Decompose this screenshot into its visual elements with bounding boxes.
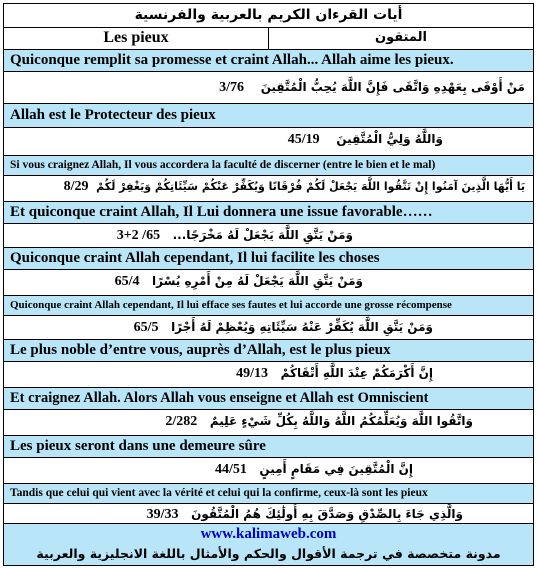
verse-reference: 44/51 [214, 462, 247, 477]
verse-french: Le plus noble d’entre vous, auprès d’Allah, est le plus pieux [10, 342, 391, 358]
verse-arabic [4, 224, 533, 247]
verse-arabic-text: وَاللَّهُ وَلِيُّ الْمُتَّقِينَ [336, 132, 443, 146]
verse-arabic [4, 410, 533, 433]
verse-arabic [4, 270, 533, 293]
verse-french: Quiconque craint Allah cependant, Il lui facilite les choses [10, 250, 380, 266]
verse-french-row [4, 156, 533, 176]
verse-arabic-row [4, 72, 533, 104]
verse-arabic-row [4, 362, 533, 388]
verse-reference: 39/33 [146, 507, 179, 522]
verse-french: Tandis que celui qui vient avec la vérité et celui qui la confirme, ceux-là sont les pieux [10, 487, 428, 499]
verse-french: Et craignez Allah. Alors Allah vous enseigne et Allah est Omniscient [10, 390, 429, 406]
verse-arabic-text: إِنَّ الْمُتَّقِينَ فِي مَقَامٍ أَمِينٍ [259, 462, 413, 476]
verse-french-row [4, 296, 533, 316]
verse-arabic [4, 504, 533, 524]
verse-arabic-row [4, 316, 533, 340]
verse-french: Les pieux seront dans une demeure sûre [10, 438, 266, 454]
verse-arabic [4, 316, 533, 339]
verses-table [3, 3, 534, 566]
verse-reference: 65/5 [133, 320, 159, 335]
verse-french-row [4, 340, 533, 362]
footer-subtitle: مدونة متخصصة في ترجمة الأقوال والحكم والأمثال باللغة الانجليزية والعربية [36, 546, 501, 561]
verse-arabic [4, 458, 533, 481]
verse-french-row [4, 388, 533, 410]
verse-french-row [4, 104, 533, 128]
verse-arabic-text: وَمَنْ يَتَّقِ اللَّهَ يَجْعَلْ لَهُ مِنْ أَمْرِهِ يُسْرًا [152, 274, 363, 288]
verse-reference: 2/282 [165, 414, 198, 429]
verse-arabic-text: مَنْ أَوْفَى بِعَهْدِهِ وَاتَّقَى فَإِنَّ اللَّهَ يُحِبُّ الْمُتَّقِينَ [260, 80, 525, 94]
verse-reference: 49/13 [236, 366, 269, 381]
verse-arabic-row [4, 176, 533, 202]
verse-arabic-text: وَالَّذِي جَاءَ بِالصِّدْقِ وَصَدَّقَ بِهِ أُولَٰئِكَ هُمُ الْمُتَّقُونَ [191, 507, 463, 521]
verse-reference: 65/ 2+3 [116, 228, 161, 243]
verse-reference: 8/29 [63, 179, 89, 194]
verse-reference: 3/76 [219, 80, 244, 95]
verse-arabic [4, 176, 533, 198]
verse-french: Quiconque craint Allah cependant, Il lui efface ses fautes et lui accorde une grosse récompense [10, 299, 452, 311]
verse-arabic-row [4, 504, 533, 524]
verse-french-row [4, 484, 533, 504]
table-title-row [4, 4, 533, 28]
verse-arabic-text: وَمَنْ يَتَّقِ اللَّهَ يَجْعَلْ لَهُ مَخْرَجًا... [172, 228, 353, 242]
verse-arabic-text: وَاتَّقُوا اللَّهَ وَيُعَلِّمُكُمُ اللَّهُ وَاللَّهُ بِكُلِّ شَيْءٍ عَلِيمٌ [209, 414, 473, 428]
verse-french: Et quiconque craint Allah, Il Lui donnera une issue favorable…… [10, 204, 433, 220]
verse-arabic-text: وَمَنْ يَتَّقِ اللَّهَ يُكَفِّرْ عَنْهُ سَيِّئَاتِهِ وَيُعْظِمْ لَهُ أَجْرًا [171, 320, 433, 334]
verse-arabic-row [4, 410, 533, 436]
footer [4, 524, 533, 565]
verse-arabic-text: يَا أَيُّهَا الَّذِينَ آمَنُوا إِنْ تَتَّقُوا اللَّهَ يَجْعَلْ لَكُمْ فُرْقَانًا وَيُكَفِّرْ عَنْكُمْ سَيِّئَاتِكُمْ وَيَغْفِرْ لَكُمْ [96, 180, 525, 193]
verse-arabic-row [4, 270, 533, 296]
column-header-arabic: المتقون [375, 30, 427, 45]
website-link[interactable]: www.kalimaweb.com [200, 526, 337, 542]
verse-arabic-row [4, 458, 533, 484]
verse-reference: 65/4 [114, 274, 140, 289]
column-header-row [4, 28, 533, 50]
verse-arabic-row [4, 128, 533, 156]
verse-french-row [4, 248, 533, 270]
table-title: أيات القرءان الكريم بالعربية والفرنسية [134, 7, 403, 23]
column-header-french: Les pieux [4, 28, 269, 49]
verse-french-row [4, 50, 533, 72]
verse-arabic [4, 362, 533, 385]
verse-arabic [4, 72, 533, 99]
verse-french: Quiconque remplit sa promesse et craint Allah... Allah aime les pieux. [10, 52, 454, 68]
verse-arabic [4, 128, 533, 151]
verse-reference: 45/19 [287, 132, 320, 147]
verse-arabic-row [4, 224, 533, 248]
verse-french: Allah est le Protecteur des pieux [10, 107, 216, 123]
verse-arabic-text: إِنَّ أَكْرَمَكُمْ عِنْدَ اللَّهِ أَتْقَاكُمْ [280, 366, 433, 380]
verse-french-row [4, 436, 533, 458]
verse-french-row [4, 202, 533, 224]
verse-french: Si vous craignez Allah, Il vous accordera la faculté de discerner (entre le bien et le mal) [10, 159, 436, 171]
